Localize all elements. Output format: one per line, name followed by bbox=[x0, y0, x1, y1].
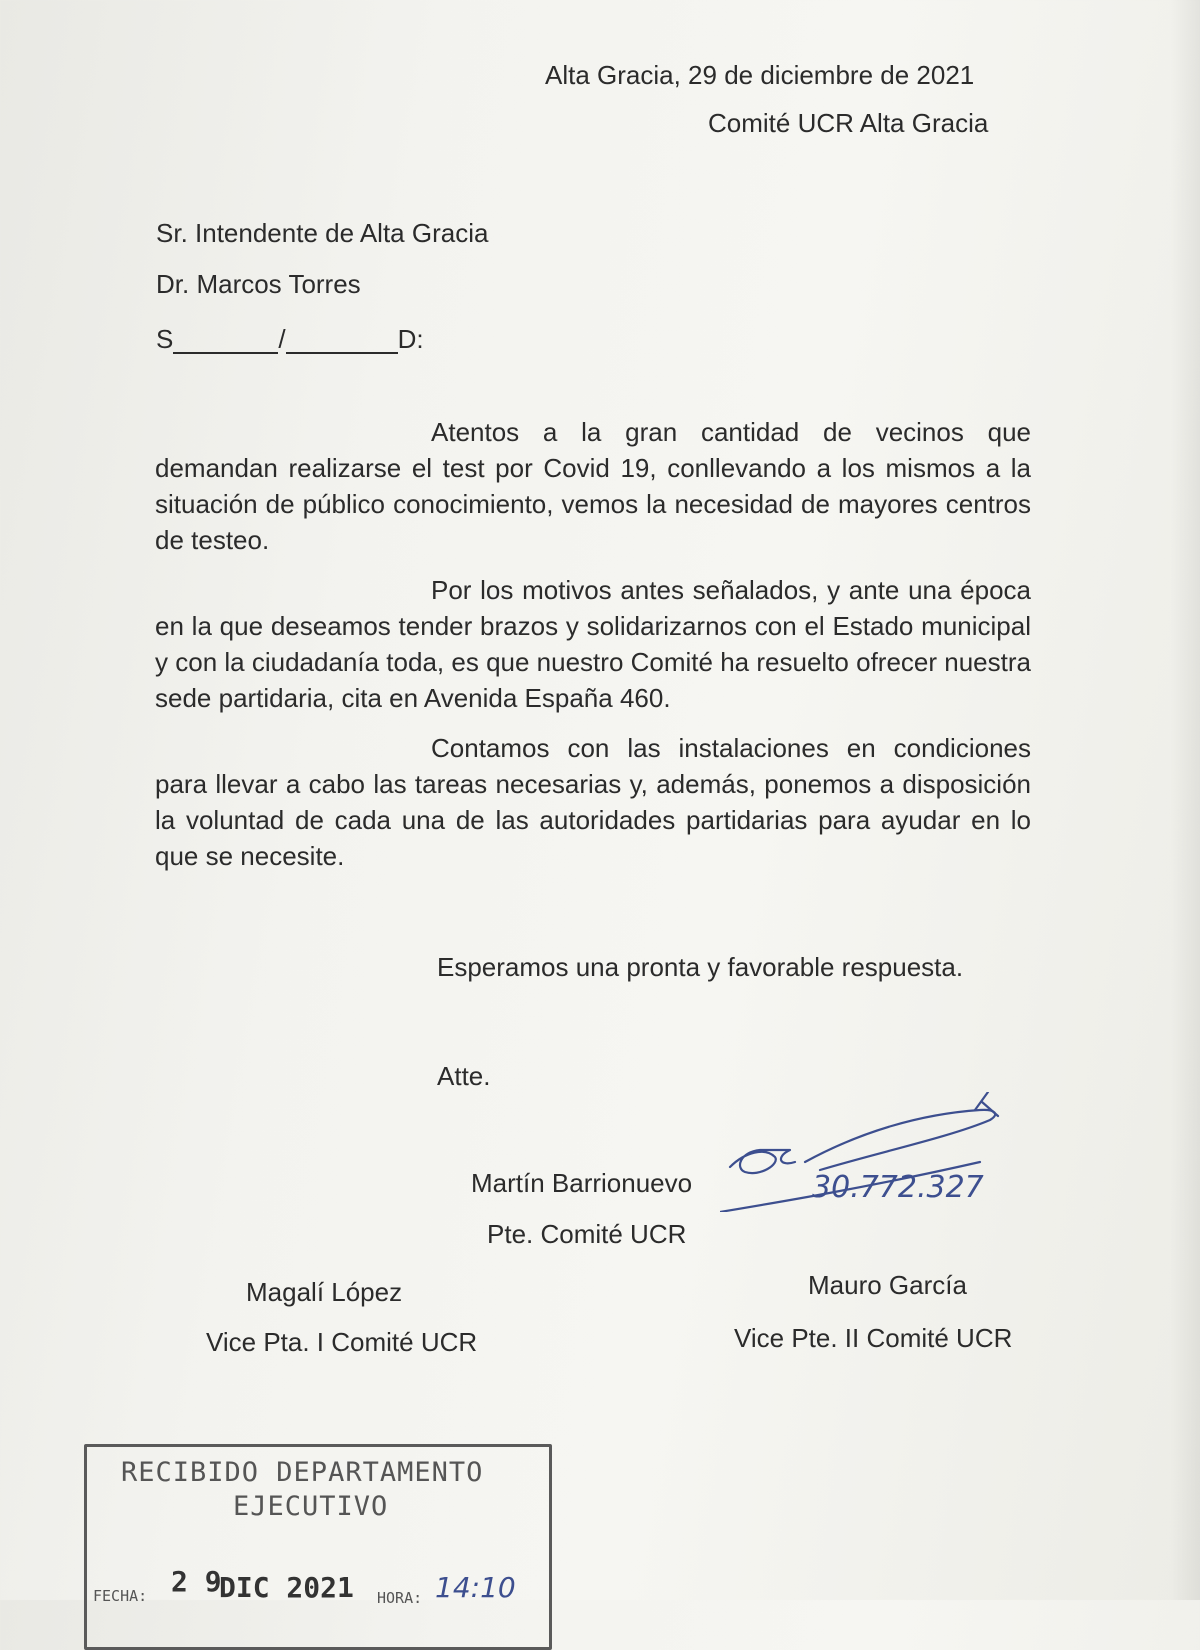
date-line: Alta Gracia, 29 de diciembre de 2021 bbox=[545, 60, 975, 90]
president-name: Martín Barrionuevo bbox=[471, 1168, 693, 1198]
received-stamp bbox=[84, 1444, 552, 1650]
president-role: Pte. Comité UCR bbox=[487, 1219, 687, 1249]
sd-underline-1 bbox=[173, 352, 278, 354]
body-paragraph-3: Contamos con las instalaciones en condiciones para llevar a cabo las tareas necesarias y, además, ponemos a disposición la voluntad de cada una de las autoridades partidarias para ayudar en lo que se necesite. bbox=[155, 733, 1031, 871]
body-paragraph-2: Por los motivos antes señalados, y ante una época en la que deseamos tender brazos y solidarizarnos con el Estado municipal y con la ciudadanía toda, es que nuestro Comité ha resuelto ofrecer nuestra sede partidaria, cita en Avenida España 460. bbox=[155, 575, 1031, 713]
stamp-fecha-day: 2 9 bbox=[171, 1565, 222, 1598]
closing-line: Esperamos una pronta y favorable respuesta. bbox=[437, 952, 964, 982]
body-paragraph-1: Atentos a la gran cantidad de vecinos que demandan realizarse el test por Covid 19, conllevando a los mismos a la situación de público conocimiento, vemos la necesidad de mayores centros de testeo. bbox=[155, 417, 1031, 555]
vp1-role: Vice Pta. I Comité UCR bbox=[206, 1327, 478, 1357]
handwritten-signature bbox=[720, 1092, 1040, 1212]
vp1-name: Magalí López bbox=[246, 1277, 403, 1307]
sd-underline-2 bbox=[286, 352, 398, 354]
stamp-hora-value: 14:10 bbox=[435, 1571, 516, 1604]
recipient-title: Sr. Intendente de Alta Gracia bbox=[156, 218, 489, 248]
vp2-name: Mauro García bbox=[808, 1270, 967, 1300]
page-edge-shadow bbox=[1170, 0, 1200, 1600]
recipient-name: Dr. Marcos Torres bbox=[156, 269, 361, 299]
stamp-line-2: EJECUTIVO bbox=[233, 1491, 389, 1522]
stamp-hora-label: HORA: bbox=[377, 1589, 423, 1607]
stamp-line-1: RECIBIDO DEPARTAMENTO bbox=[121, 1457, 484, 1488]
sender-line: Comité UCR Alta Gracia bbox=[708, 108, 989, 138]
atte-line: Atte. bbox=[437, 1061, 491, 1091]
salutation-sd bbox=[156, 322, 424, 356]
stamp-fecha-value: DIC 2021 bbox=[219, 1571, 354, 1604]
sd-d: D: bbox=[397, 324, 424, 354]
handwritten-number: 30.772.327 bbox=[812, 1170, 984, 1205]
sd-s: S bbox=[156, 324, 174, 354]
vp2-role: Vice Pte. II Comité UCR bbox=[734, 1323, 1013, 1353]
sd-slash: / bbox=[278, 324, 286, 354]
stamp-fecha-label: FECHA: bbox=[93, 1587, 148, 1605]
